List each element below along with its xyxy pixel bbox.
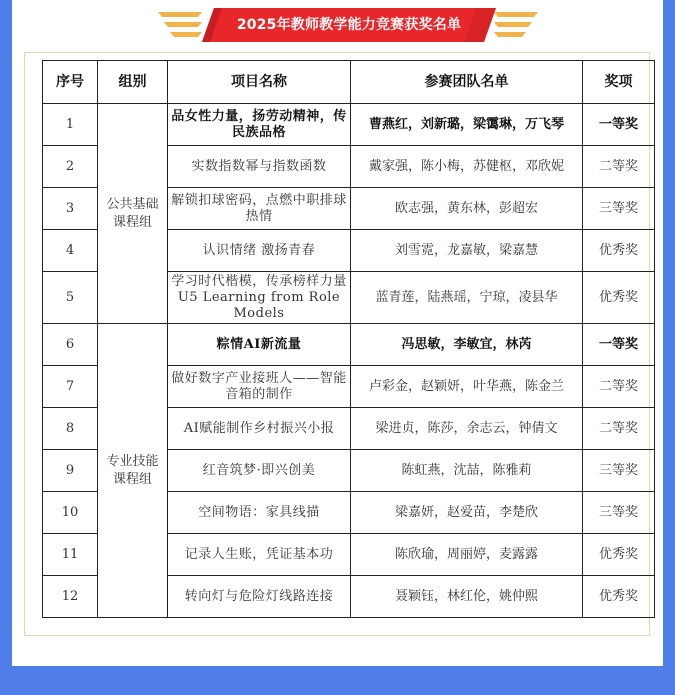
title-banner <box>202 8 496 42</box>
award-level: 优秀奖 <box>583 230 655 272</box>
project-name: 实数指数幂与指数函数 <box>168 146 351 188</box>
award-table <box>42 60 655 618</box>
project-name: 粽情AI新流量 <box>168 324 351 366</box>
row-index: 5 <box>43 272 98 324</box>
award-level: 三等奖 <box>583 492 655 534</box>
row-index: 6 <box>43 324 98 366</box>
team-members: 梁嘉妍，赵爱苗，李楚欣 <box>351 492 583 534</box>
row-index: 11 <box>43 534 98 576</box>
award-level: 优秀奖 <box>583 534 655 576</box>
row-index: 10 <box>43 492 98 534</box>
row-index: 1 <box>43 104 98 146</box>
header-project: 项目名称 <box>168 61 351 104</box>
header-index: 序号 <box>43 61 98 104</box>
header-award: 奖项 <box>583 61 655 104</box>
table-row <box>43 104 655 146</box>
project-name: 认识情绪 激扬青春 <box>168 230 351 272</box>
team-members: 曹燕红，刘新璐，梁霭琳，万飞琴 <box>351 104 583 146</box>
project-name: 红音筑梦·即兴创美 <box>168 450 351 492</box>
award-level: 二等奖 <box>583 146 655 188</box>
project-name: 空间物语：家具线描 <box>168 492 351 534</box>
team-members: 刘雪霓，龙嘉敏，梁嘉慧 <box>351 230 583 272</box>
award-card <box>12 0 663 666</box>
group-cell: 专业技能 课程组 <box>98 324 168 618</box>
award-level: 优秀奖 <box>583 576 655 618</box>
left-stripes-decoration <box>158 12 202 38</box>
team-members: 欧志强，黄东林，彭超宏 <box>351 188 583 230</box>
row-index: 8 <box>43 408 98 450</box>
group-cell: 公共基础 课程组 <box>98 104 168 324</box>
team-members: 蓝青莲，陆燕瑶，宁琼，凌县华 <box>351 272 583 324</box>
row-index: 7 <box>43 366 98 408</box>
row-index: 2 <box>43 146 98 188</box>
project-name: AI赋能制作乡村振兴小报 <box>168 408 351 450</box>
project-name: 解锁扣球密码，点燃中职排球热情 <box>168 188 351 230</box>
award-level: 一等奖 <box>583 324 655 366</box>
project-name: 记录人生账，凭证基本功 <box>168 534 351 576</box>
award-level: 二等奖 <box>583 366 655 408</box>
team-members: 冯思敏，李敏宜，林芮 <box>351 324 583 366</box>
team-members: 陈虹燕，沈喆，陈雅莉 <box>351 450 583 492</box>
team-members: 戴家强，陈小梅，苏健枢，邓欣妮 <box>351 146 583 188</box>
project-name: 品女性力量，扬劳动精神，传民族品格 <box>168 104 351 146</box>
award-level: 一等奖 <box>583 104 655 146</box>
award-level: 三等奖 <box>583 188 655 230</box>
right-stripes-decoration <box>494 12 538 38</box>
row-index: 9 <box>43 450 98 492</box>
team-members: 陈欣瑜，周丽婷，麦露露 <box>351 534 583 576</box>
row-index: 4 <box>43 230 98 272</box>
team-members: 卢彩金，赵颖妍，叶华燕，陈金兰 <box>351 366 583 408</box>
table-header-row <box>43 61 655 104</box>
team-members: 梁进贞，陈莎，余志云，钟倩文 <box>351 408 583 450</box>
row-index: 12 <box>43 576 98 618</box>
project-name: 转向灯与危险灯线路连接 <box>168 576 351 618</box>
award-level: 优秀奖 <box>583 272 655 324</box>
award-level: 二等奖 <box>583 408 655 450</box>
header-team: 参赛团队名单 <box>351 61 583 104</box>
row-index: 3 <box>43 188 98 230</box>
team-members: 聂颖钰，林红伦，姚仲熙 <box>351 576 583 618</box>
project-name: 做好数字产业接班人——智能音箱的制作 <box>168 366 351 408</box>
award-level: 三等奖 <box>583 450 655 492</box>
header-group: 组别 <box>98 61 168 104</box>
project-name: 学习时代楷模，传承榜样力量 U5 Learning from Role Models <box>168 272 351 324</box>
table-row <box>43 324 655 366</box>
page-title: 2025年教师教学能力竞赛获奖名单 <box>236 17 462 33</box>
